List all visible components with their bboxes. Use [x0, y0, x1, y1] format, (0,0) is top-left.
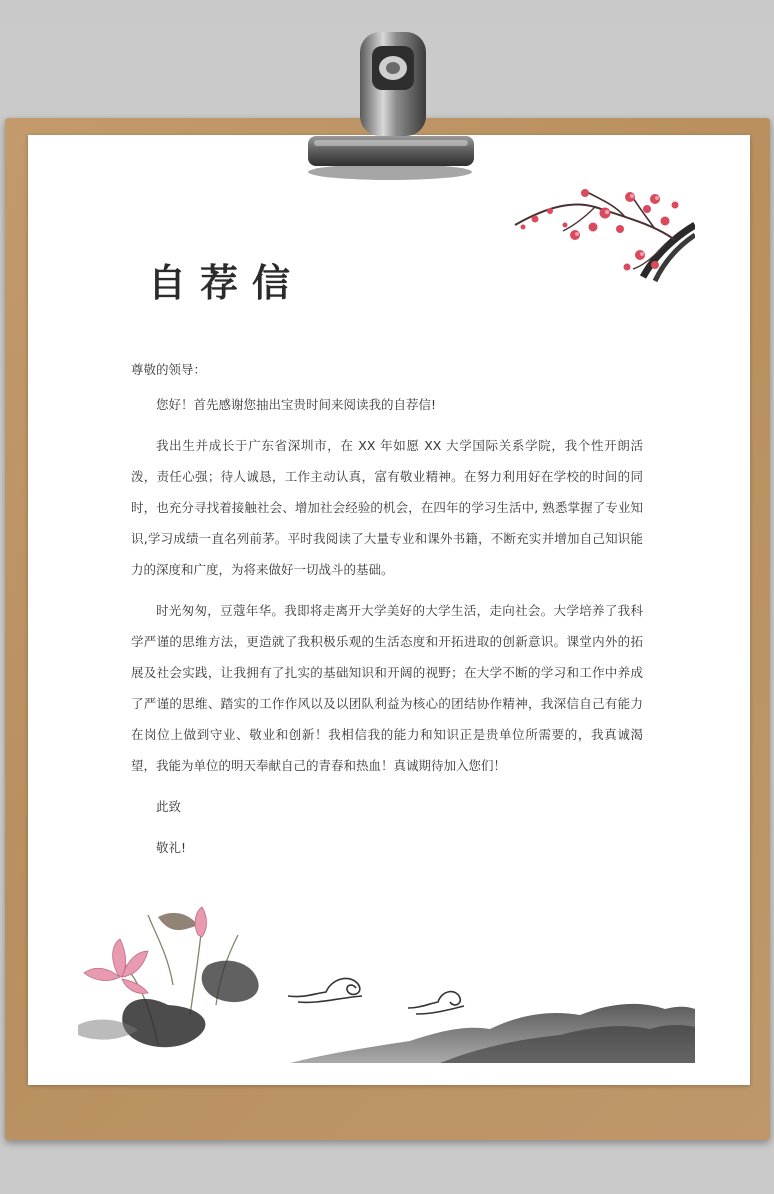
ink-lotus-icon [78, 895, 278, 1065]
closing-line-1: 此致 [156, 799, 182, 814]
paragraph-1: 我出生并成长于广东省深圳市，在 XX 年如愿 XX 大学国际关系学院，我个性开朗活泼，责任心强；待人诚恳，工作主动认真，富有敬业精神。在努力利用好在学校的时间的同时，也充分寻找着接触社会、增加社会经验的机会，在四年的学习生活中, 熟悉掌握了专业知识,学习成绩一直名列前茅。平时我阅读了大量专业和课外书籍，不断充实并增加自己知识能力的深度和广度，为将来做好一切战斗的基础。 [131, 438, 643, 577]
salutation: 尊敬的领导： [131, 362, 207, 377]
closing-line-2: 敬礼! [156, 840, 187, 855]
binder-clip-icon [300, 24, 480, 184]
opening-line: 您好！首先感谢您抽出宝贵时间来阅读我的自荐信! [156, 397, 437, 412]
cloud-swirl-icon [288, 968, 468, 1018]
page-title: 自荐信 [148, 261, 305, 305]
letter-body [131, 354, 643, 873]
plum-blossom-branch-icon [505, 185, 695, 285]
paragraph-2: 时光匆匆，豆蔻年华。我即将走离开大学美好的大学生活，走向社会。大学培养了我科学严谨的思维方法，更造就了我积极乐观的生活态度和开拓进取的创新意识。课堂内外的拓展及社会实践，让我拥有了扎实的基础知识和开阔的视野；在大学不断的学习和工作中养成了严谨的思维、踏实的工作作风以及以团队利益为核心的团结协作精神，我深信自己有能力在岗位上做到守业、敬业和创新！我相信我的能力和知识正是贵单位所需要的，我真诚渴望，我能为单位的明天奉献自己的青春和热血！真诚期待加入您们！ [131, 603, 643, 773]
